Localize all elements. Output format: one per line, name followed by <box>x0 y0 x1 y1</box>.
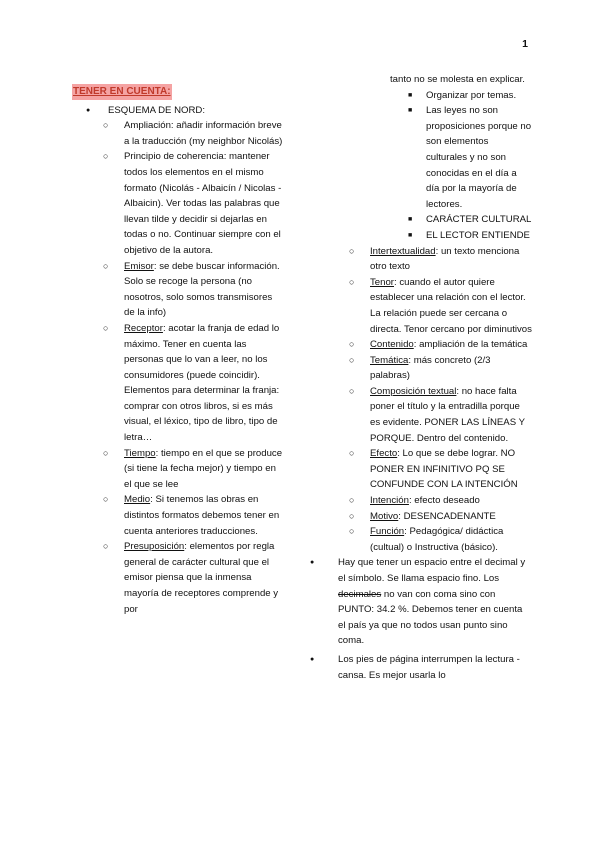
bullet-text: ESQUEMA DE NORD: <box>108 104 206 116</box>
list-item: ○ Emisor: se debe buscar información. Solo se recoge la persona (no nosotros, solo somos transmisores de la info) <box>88 259 284 321</box>
list-item: ○ Motivo: DESENCADENANTE <box>334 509 532 525</box>
list-item-esquema <box>72 103 284 618</box>
list-item: ○ Receptor: acotar la franja de edad lo máximo. Tener en cuenta las personas que lo van a leer, no los consumidores (puede coincidir). Elementos para determinar la franja: comprar con otros libros, si es más visual, el léxico, tipo de libro, tipo de letra… <box>88 321 284 446</box>
term: Emisor <box>124 260 154 272</box>
list-item: ○ Temática: más concreto (2/3 palabras) <box>334 353 532 384</box>
term: Receptor <box>124 322 163 334</box>
list-item: ○ Tiempo: tiempo en el que se produce (si tiene la fecha mejor) y tiempo en el que se lee <box>88 446 284 493</box>
list-item: ○ Ampliación: añadir información breve a la traducción (my neighbor Nicolás) <box>88 118 284 149</box>
list-item: ○ Composición textual: no hace falta poner el título y la entradilla porque es evidente. PONER LAS LÍNEAS Y PORQUE. Dentro del contenido. <box>334 384 532 446</box>
list-item: ■ EL LECTOR ENTIENDE <box>390 228 532 244</box>
right-column <box>310 72 532 683</box>
list-item: ○ Tenor: cuando el autor quiere establecer una relación con el lector. La relación puede ser cercana o directa. Tenor cercano por diminutivos <box>334 275 532 337</box>
continuation-text: tanto no se molesta en explicar. <box>390 74 525 85</box>
sub-list <box>354 244 532 556</box>
list-item: ○ Contenido: ampliación de la temática <box>334 337 532 353</box>
term: Medio <box>124 494 151 506</box>
list-item: ■ Las leyes no son proposiciones porque no son elementos culturales y no son conocidas en el día a día por la mayoría de lectores. <box>390 103 532 212</box>
main-list <box>72 103 284 618</box>
sub-sub-list <box>390 88 532 244</box>
list-item: ○ Medio: Si tenemos las obras en distintos formatos debemos tener en cuenta anteriores traducciones. <box>88 492 284 539</box>
left-column <box>72 74 284 617</box>
list-item: ○ Presuposición: elementos por regla general de carácter cultural que el emisor piensa que la inmensa mayoría de receptores comprende y por <box>88 539 284 617</box>
list-item: ■ CARÁCTER CULTURAL <box>390 212 532 228</box>
list-item: ○ Intertextualidad: un texto menciona otro texto <box>334 244 532 275</box>
list-item: ● Los pies de página interrumpen la lectura - cansa. Es mejor usarla lo <box>310 652 532 683</box>
list-item: ■ Organizar por temas. <box>390 88 532 104</box>
section-heading: TENER EN CUENTA: <box>72 84 172 100</box>
sub-list <box>108 118 284 617</box>
page-number: 1 <box>522 38 528 50</box>
list-item: ○ Intención: efecto deseado <box>334 493 532 509</box>
list-item: ○ Efecto: Lo que se debe lograr. NO PONER EN INFINITIVO PQ SE CONFUNDE CON LA INTENCIÓN <box>334 446 532 493</box>
list-item: ● Hay que tener un espacio entre el decimal y el símbolo. Se llama espacio fino. Los decimales no van con coma sino con PUNTO: 34.2 %. Debemos tener en cuenta el país ya que no todos usan punto sino coma. <box>310 555 532 649</box>
term: Presuposición <box>124 541 185 553</box>
list-item: ○ Función: Pedagógica/ didáctica (cultual) o Instructiva (básico). <box>334 524 532 555</box>
term: Tiempo <box>124 447 156 459</box>
list-item: ○ Principio de coherencia: mantener todos los elementos en el mismo formato (Nicolás - Albaicín / Nicolas - Albaicin). Ver todas las palabras que llevan tilde y decidir si dejarlas en todas o no. Continuar siempre con el objetivo de la autora. <box>88 149 284 258</box>
main-list <box>310 555 532 683</box>
